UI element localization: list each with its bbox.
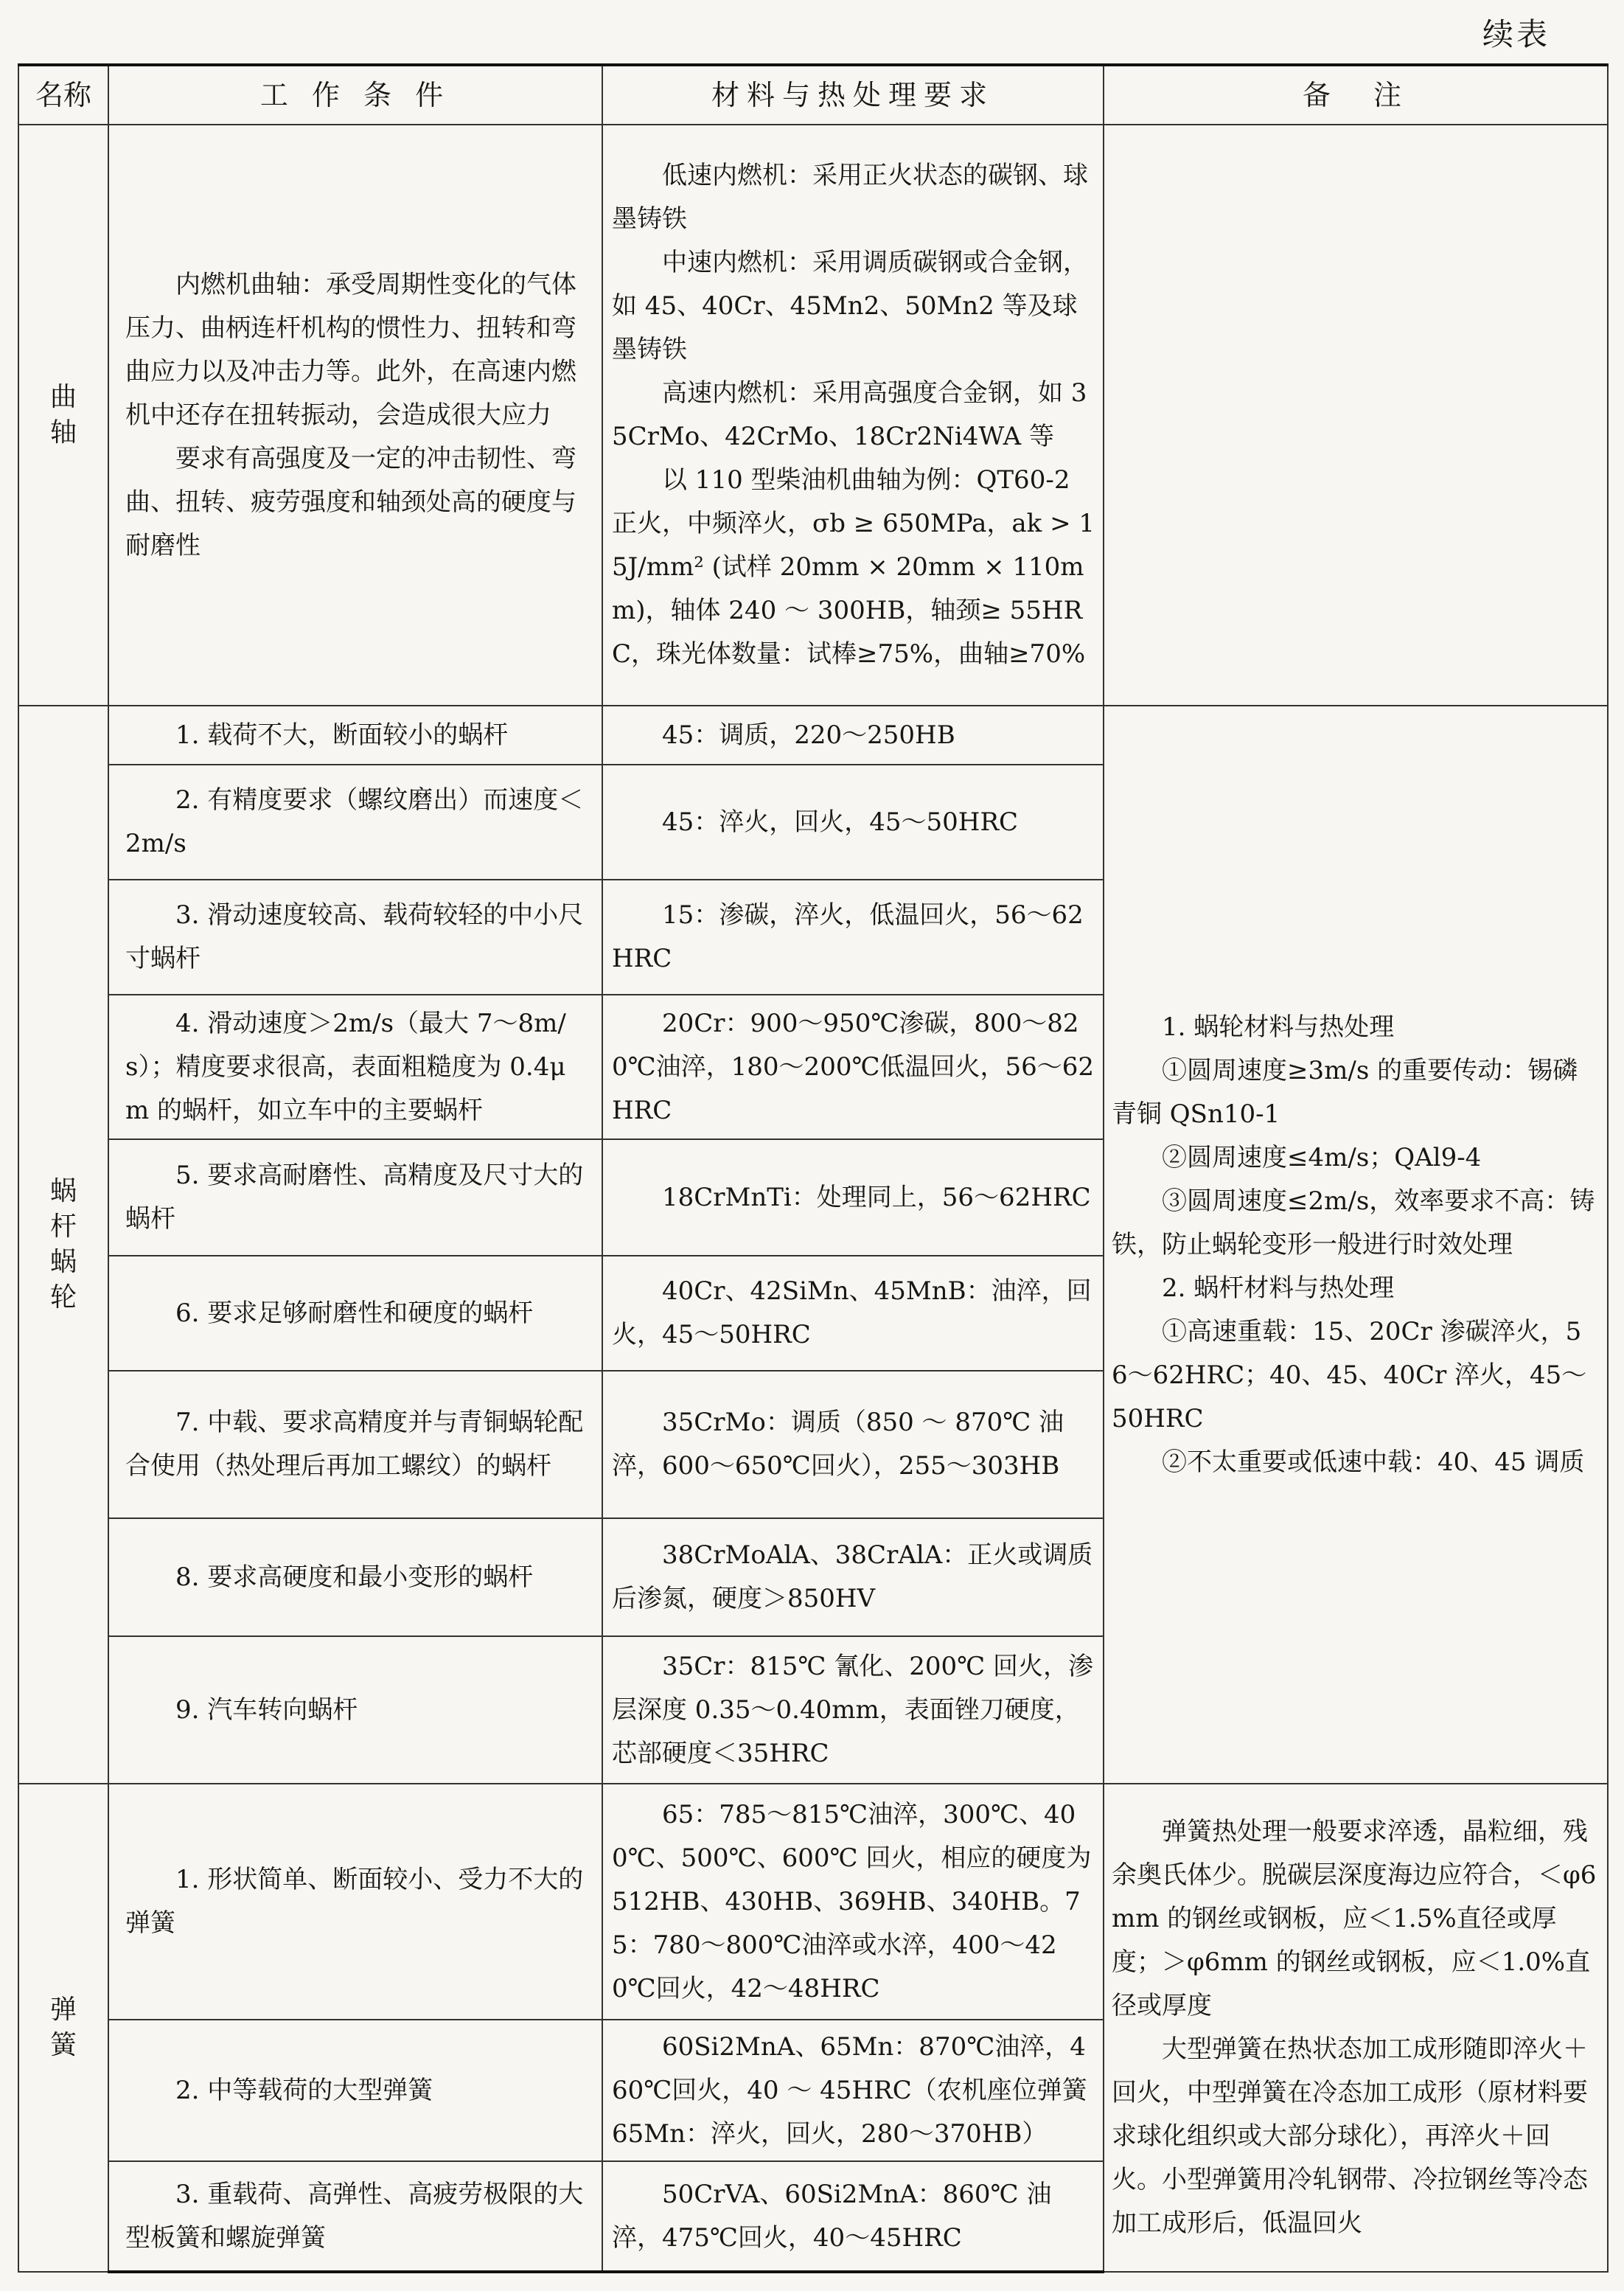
worm-remarks xyxy=(1104,706,1608,1784)
worm-material-4: 20Cr：900～950℃渗碳，800～820℃油淬，180～200℃低温回火，56～62HRC xyxy=(602,995,1104,1139)
crankshaft-conditions xyxy=(108,125,602,706)
worm-condition-5: 5. 要求高耐磨性、高精度及尺寸大的蜗杆 xyxy=(108,1139,602,1256)
crankshaft-condition-2: 要求有高强度及一定的冲击韧性、弯曲、扭转、疲劳强度和轴颈处高的硬度与耐磨性 xyxy=(125,443,576,560)
worm-condition-1: 1. 载荷不大，断面较小的蜗杆 xyxy=(108,706,602,765)
worm-remark-2: ①圆周速度≥3m/s 的重要传动：锡磷青铜 QSn10-1 xyxy=(1112,1055,1578,1129)
category-spring: 弹簧 xyxy=(18,1784,108,2272)
header-remarks: 备 注 xyxy=(1104,65,1608,125)
worm-material-8: 38CrMoAlA、38CrAlA：正火或调质后渗氮，硬度＞850HV xyxy=(602,1518,1104,1636)
spring-material-3: 50CrVA、60Si2MnA：860℃ 油淬，475℃回火，40～45HRC xyxy=(602,2161,1104,2272)
worm-remark-1: 1. 蜗轮材料与热处理 xyxy=(1162,1012,1395,1042)
worm-condition-4: 4. 滑动速度＞2m/s（最大 7～8m/s）；精度要求很高，表面粗糙度为 0.4μm 的蜗杆，如立车中的主要蜗杆 xyxy=(108,995,602,1139)
spring-material-1: 65：785～815℃油淬，300℃、400℃、500℃、600℃ 回火，相应的硬度为 512HB、430HB、369HB、340HB。75：780～800℃油淬或水淬，400～420℃回火，42～48HRC xyxy=(602,1784,1104,2020)
worm-condition-2: 2. 有精度要求（螺纹磨出）而速度＜2m/s xyxy=(108,765,602,880)
header-materials: 材料与热处理要求 xyxy=(602,65,1104,125)
worm-material-2: 45：淬火，回火，45～50HRC xyxy=(602,765,1104,880)
spring-remarks xyxy=(1104,1784,1608,2272)
spring-condition-2: 2. 中等载荷的大型弹簧 xyxy=(108,2020,602,2161)
worm-remark-7: ②不太重要或低速中载：40、45 调质 xyxy=(1162,1447,1585,1477)
spring-condition-1: 1. 形状简单、断面较小、受力不大的弹簧 xyxy=(108,1784,602,2020)
worm-material-3: 15：渗碳，淬火，低温回火，56～62HRC xyxy=(602,880,1104,995)
worm-remark-5: 2. 蜗杆材料与热处理 xyxy=(1162,1273,1395,1303)
spring-remark-1: 弹簧热处理一般要求淬透，晶粒细，残余奥氏体少。脱碳层深度海边应符合，＜φ6mm 的钢丝或钢板，应＜1.5%直径或厚度；＞φ6mm 的钢丝或钢板，应＜1.0%直径或厚度 xyxy=(1112,1817,1597,2020)
spring-condition-3: 3. 重载荷、高弹性、高疲劳极限的大型板簧和螺旋弹簧 xyxy=(108,2161,602,2272)
worm-material-6: 40Cr、42SiMn、45MnB：油淬，回火，45～50HRC xyxy=(602,1256,1104,1371)
worm-material-7: 35CrMo：调质（850 ～ 870℃ 油淬，600～650℃回火），255～303HB xyxy=(602,1371,1104,1518)
crankshaft-remarks xyxy=(1104,125,1608,706)
header-conditions: 工 作 条 件 xyxy=(108,65,602,125)
crankshaft-materials xyxy=(602,125,1104,706)
material-heat-treatment-table xyxy=(18,63,1609,2273)
worm-condition-3: 3. 滑动速度较高、载荷较轻的中小尺寸蜗杆 xyxy=(108,880,602,995)
crankshaft-material-4: 以 110 型柴油机曲轴为例：QT60-2 正火，中频淬火，σb ≥ 650MPa，ak > 15J/mm² (试样 20mm × 20mm × 110mm)，轴体 240 ～ 300HB，轴颈≥ 55HRC，珠光体数量：试棒≥75%，曲轴≥70% xyxy=(612,465,1095,669)
worm-material-5: 18CrMnTi：处理同上，56～62HRC xyxy=(602,1139,1104,1256)
worm-condition-7: 7. 中载、要求高精度并与青铜蜗轮配合使用（热处理后再加工螺纹）的蜗杆 xyxy=(108,1371,602,1518)
worm-condition-8: 8. 要求高硬度和最小变形的蜗杆 xyxy=(108,1518,602,1636)
continued-label: 续表 xyxy=(1482,16,1550,52)
worm-material-1: 45：调质，220～250HB xyxy=(602,706,1104,765)
crankshaft-material-1: 低速内燃机：采用正火状态的碳钢、球墨铸铁 xyxy=(612,161,1088,234)
worm-remark-3: ②圆周速度≤4m/s；QAl9-4 xyxy=(1162,1142,1482,1172)
crankshaft-material-3: 高速内燃机：采用高强度合金钢，如 35CrMo、42CrMo、18Cr2Ni4WA 等 xyxy=(612,378,1087,451)
crankshaft-condition-1: 内燃机曲轴：承受周期性变化的气体压力、曲柄连杆机构的惯性力、扭转和弯曲应力以及冲击力等。此外，在高速内燃机中还存在扭转振动，会造成很大应力 xyxy=(125,269,576,430)
worm-remark-4: ③圆周速度≤2m/s，效率要求不高：铸铁，防止蜗轮变形一般进行时效处理 xyxy=(1112,1186,1595,1259)
category-crankshaft: 曲轴 xyxy=(18,125,108,706)
header-name: 名称 xyxy=(18,65,108,125)
category-worm: 蜗杆蜗轮 xyxy=(18,706,108,1784)
worm-remark-6: ①高速重载：15、20Cr 渗碳淬火，56～62HRC；40、45、40Cr 淬火，45～50HRC xyxy=(1112,1316,1587,1433)
spring-material-2: 60Si2MnA、65Mn：870℃油淬，460℃回火，40 ～ 45HRC（农机座位弹簧 65Mn：淬火，回火，280～370HB） xyxy=(602,2020,1104,2161)
worm-condition-9: 9. 汽车转向蜗杆 xyxy=(108,1636,602,1784)
spring-remark-2: 大型弹簧在热状态加工成形随即淬火＋回火，中型弹簧在冷态加工成形（原材料要求球化组织或大部分球化），再淬火＋回火。小型弹簧用冷轧钢带、冷拉钢丝等冷态加工成形后，低温回火 xyxy=(1112,2034,1588,2238)
worm-condition-6: 6. 要求足够耐磨性和硬度的蜗杆 xyxy=(108,1256,602,1371)
worm-material-9: 35Cr：815℃ 氰化、200℃ 回火，渗层深度 0.35～0.40mm，表面锉刀硬度，芯部硬度＜35HRC xyxy=(602,1636,1104,1784)
crankshaft-material-2: 中速内燃机：采用调质碳钢或合金钢，如 45、40Cr、45Mn2、50Mn2 等及球墨铸铁 xyxy=(612,248,1088,364)
